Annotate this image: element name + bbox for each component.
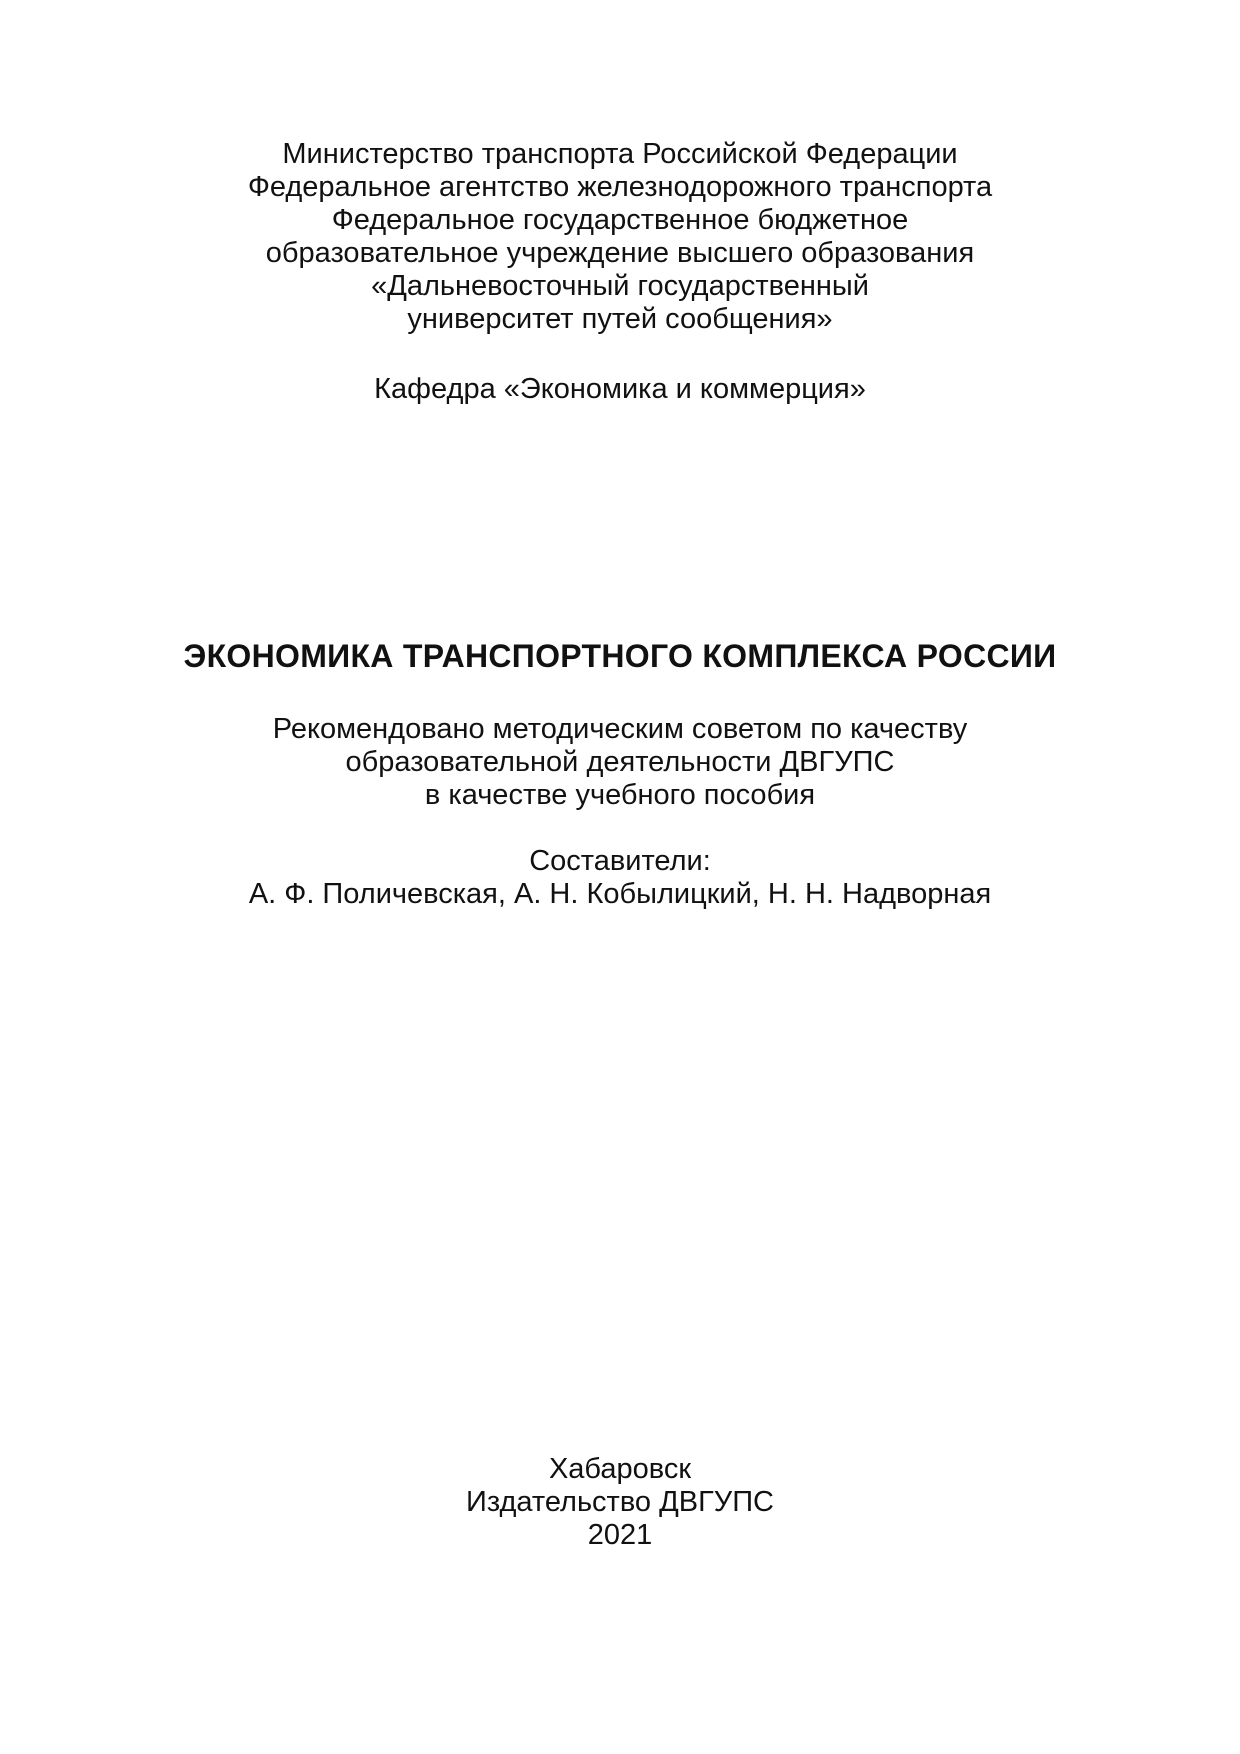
recommendation-line-2: образовательной деятельности ДВГУПС	[345, 746, 895, 778]
authors-block	[0, 845, 1240, 911]
recommendation-line-3: в качестве учебного пособия	[424, 779, 816, 811]
imprint-block	[0, 1453, 1240, 1552]
department-block	[0, 373, 1240, 406]
recommendation-line: Рекомендовано методическим советом по качеству	[272, 713, 968, 745]
institution-type-line-2: образовательное учреждение высшего образования	[265, 237, 975, 269]
recommendation-block	[0, 713, 1240, 812]
department-name: Кафедра «Экономика и коммерция»	[374, 373, 866, 405]
imprint-year: 2021	[587, 1519, 653, 1551]
university-name-line-2: университет путей сообщения»	[407, 303, 833, 335]
authors-label: Составители:	[529, 845, 711, 877]
imprint-city: Хабаровск	[548, 1453, 692, 1485]
imprint-publisher: Издательство ДВГУПС	[465, 1486, 774, 1518]
authors-names: А. Ф. Поличевская, А. Н. Кобылицкий, Н. Н. Надворная	[248, 878, 992, 910]
agency-line: Федеральное агентство железнодорожного транспорта	[247, 171, 993, 203]
institution-header	[0, 138, 1240, 336]
institution-type-line: Федеральное государственное бюджетное	[331, 204, 909, 236]
document-title: ЭКОНОМИКА ТРАНСПОРТНОГО КОМПЛЕКСА РОССИИ	[183, 638, 1057, 674]
ministry-line: Министерство транспорта Российской Федерации	[282, 138, 958, 170]
university-name-line: «Дальневосточный государственный	[371, 270, 869, 302]
